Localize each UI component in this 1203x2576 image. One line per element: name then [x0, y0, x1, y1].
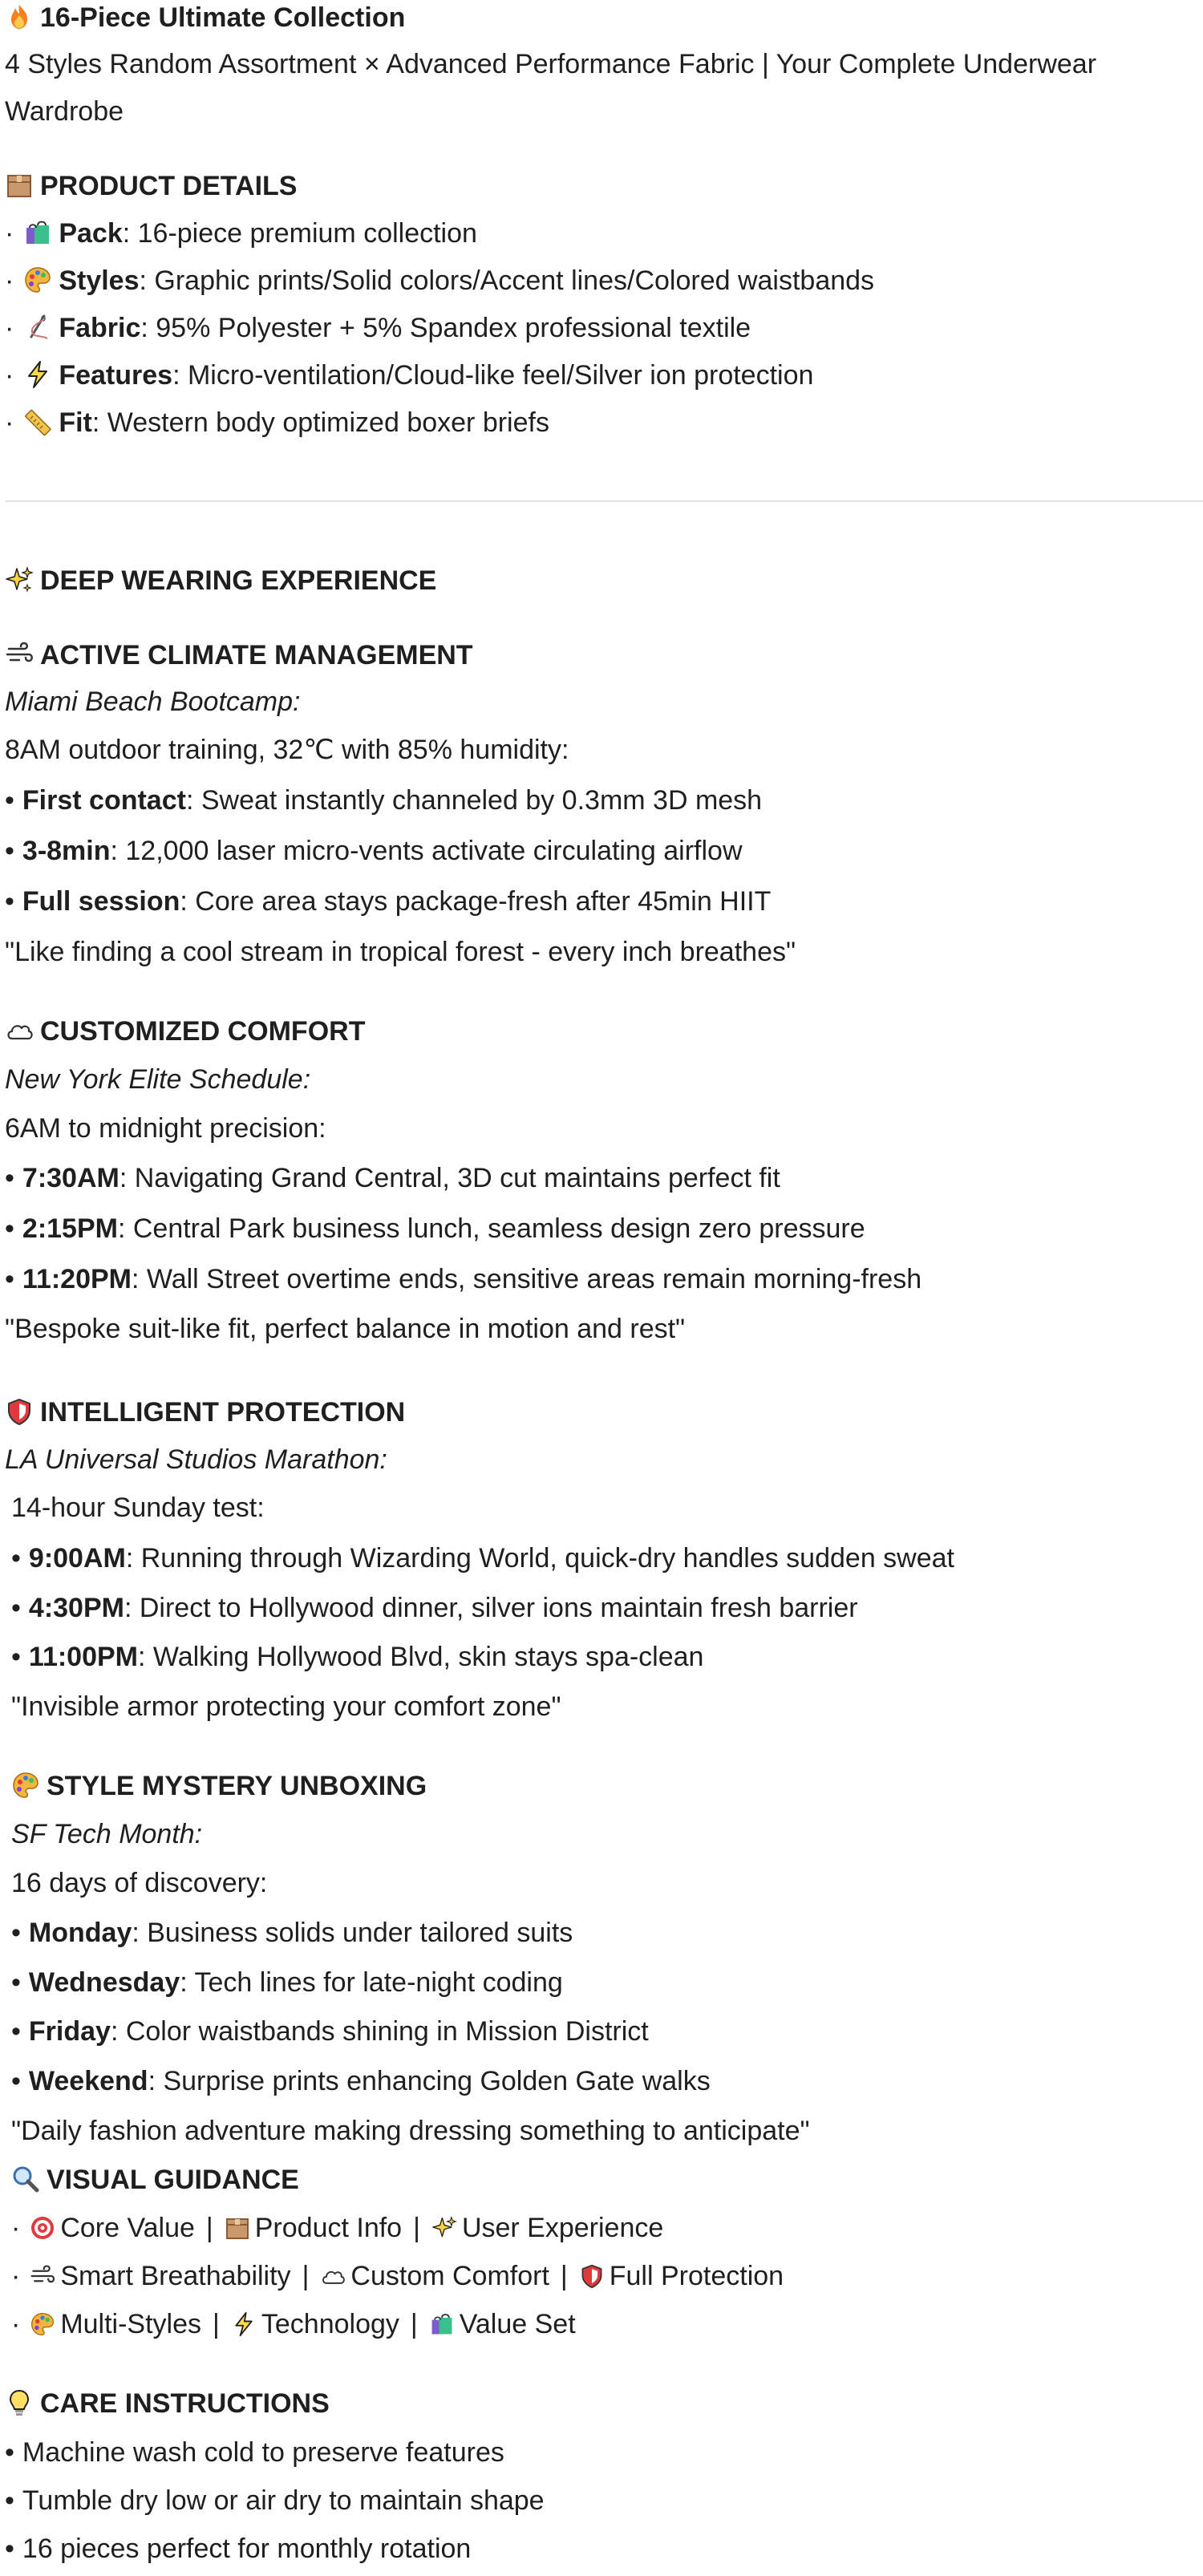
sewing-needle-icon: [23, 313, 52, 342]
deep-wearing-heading: DEEP WEARING EXPERIENCE: [5, 563, 436, 598]
section-divider: [5, 500, 1203, 502]
style-context: 16 days of discovery:: [11, 1868, 268, 1898]
care-item-2: • Tumble dry low or air dry to maintain shape: [5, 2485, 545, 2516]
climate-quote: "Like finding a cool stream in tropical forest - every inch breathes": [5, 937, 796, 967]
shopping-bags-icon: [23, 218, 52, 247]
artist-palette-icon: [11, 1771, 40, 1800]
climate-context: 8AM outdoor training, 32℃ with 85% humidity:: [5, 735, 569, 765]
shield-icon: [5, 1397, 34, 1426]
magnifier-icon: [11, 2165, 40, 2193]
style-item-3: • Friday: Color waistbands shining in Mission District: [11, 2016, 649, 2047]
target-icon: [30, 2215, 55, 2241]
style-item-4: • Weekend: Surprise prints enhancing Golden Gate walks: [11, 2066, 711, 2096]
lightning-icon: [23, 360, 52, 389]
climate-item-3: • Full session: Core area stays package-fresh after 45min HIIT: [5, 886, 772, 917]
care-heading: CARE INSTRUCTIONS: [5, 2386, 330, 2421]
protection-item-1: • 9:00AM: Running through Wizarding World, quick-dry handles sudden sweat: [11, 1543, 954, 1574]
visual-guidance-heading: VISUAL GUIDANCE: [5, 2162, 299, 2197]
protection-context: 14-hour Sunday test:: [11, 1493, 265, 1523]
shield-icon: [579, 2263, 605, 2289]
care-item-3: • 16 pieces perfect for monthly rotation: [5, 2533, 472, 2564]
style-heading: STYLE MYSTERY UNBOXING: [5, 1768, 427, 1804]
climate-heading: ACTIVE CLIMATE MANAGEMENT: [5, 638, 473, 673]
comfort-item-1: • 7:30AM: Navigating Grand Central, 3D cut maintains perfect fit: [5, 1163, 780, 1193]
sparkles-icon: [431, 2215, 457, 2241]
wind-icon: [30, 2263, 55, 2289]
protection-item-3: • 11:00PM: Walking Hollywood Blvd, skin stays spa-clean: [11, 1642, 704, 1672]
comfort-item-3: • 11:20PM: Wall Street overtime ends, sensitive areas remain morning-fresh: [5, 1264, 922, 1294]
cloud-icon: [5, 1016, 34, 1045]
product-details-heading: PRODUCT DETAILS: [5, 168, 297, 204]
package-icon: [5, 171, 34, 200]
guidance-row-1: · Core Value | Product Info | User Experience: [11, 2213, 664, 2243]
protection-heading: INTELLIGENT PROTECTION: [5, 1395, 405, 1430]
comfort-item-2: • 2:15PM: Central Park business lunch, seamless design zero pressure: [5, 1213, 865, 1244]
wind-icon: [5, 640, 34, 669]
artist-palette-icon: [30, 2311, 55, 2337]
guidance-row-3: · Multi-Styles | Technology | Value Set: [11, 2309, 576, 2339]
detail-item-styles: · Styles: Graphic prints/Solid colors/Accent lines/Colored waistbands: [5, 265, 875, 296]
comfort-quote: "Bespoke suit-like fit, perfect balance in motion and rest": [5, 1314, 686, 1344]
comfort-context: 6AM to midnight precision:: [5, 1113, 326, 1144]
detail-item-features: · Features: Micro-ventilation/Cloud-like feel/Silver ion protection: [5, 360, 814, 391]
detail-item-pack: · Pack: 16-piece premium collection: [5, 218, 477, 249]
protection-scene: LA Universal Studios Marathon:: [5, 1444, 387, 1475]
collection-subtitle-line1: 4 Styles Random Assortment × Advanced Performance Fabric | Your Complete Underwear: [5, 49, 1097, 79]
protection-quote: "Invisible armor protecting your comfort zone": [11, 1691, 561, 1722]
climate-scene: Miami Beach Bootcamp:: [5, 687, 301, 717]
style-scene: SF Tech Month:: [11, 1819, 203, 1849]
shopping-bags-icon: [429, 2311, 455, 2337]
artist-palette-icon: [23, 265, 52, 294]
ruler-icon: [23, 407, 52, 436]
style-item-2: • Wednesday: Tech lines for late-night coding: [11, 1967, 563, 1998]
package-icon: [225, 2215, 250, 2241]
light-bulb-icon: [5, 2388, 34, 2417]
detail-item-fabric: · Fabric: 95% Polyester + 5% Spandex professional textile: [5, 313, 751, 343]
collection-title: 16-Piece Ultimate Collection: [5, 0, 405, 35]
climate-item-1: • First contact: Sweat instantly channeled by 0.3mm 3D mesh: [5, 785, 763, 816]
fire-icon: [5, 2, 34, 31]
cloud-icon: [320, 2263, 346, 2289]
guidance-row-2: · Smart Breathability | Custom Comfort | Full Protection: [11, 2261, 784, 2291]
sparkles-icon: [5, 565, 34, 594]
protection-item-2: • 4:30PM: Direct to Hollywood dinner, silver ions maintain fresh barrier: [11, 1593, 858, 1623]
style-quote: "Daily fashion adventure making dressing something to anticipate": [11, 2116, 810, 2146]
climate-item-2: • 3-8min: 12,000 laser micro-vents activate circulating airflow: [5, 836, 743, 866]
detail-item-fit: · Fit: Western body optimized boxer briefs: [5, 407, 549, 438]
style-item-1: • Monday: Business solids under tailored suits: [11, 1918, 573, 1948]
care-item-1: • Machine wash cold to preserve features: [5, 2437, 504, 2468]
comfort-scene: New York Elite Schedule:: [5, 1064, 311, 1095]
collection-subtitle-line2: Wardrobe: [5, 96, 124, 127]
lightning-icon: [231, 2311, 257, 2337]
comfort-heading: CUSTOMIZED COMFORT: [5, 1014, 365, 1049]
